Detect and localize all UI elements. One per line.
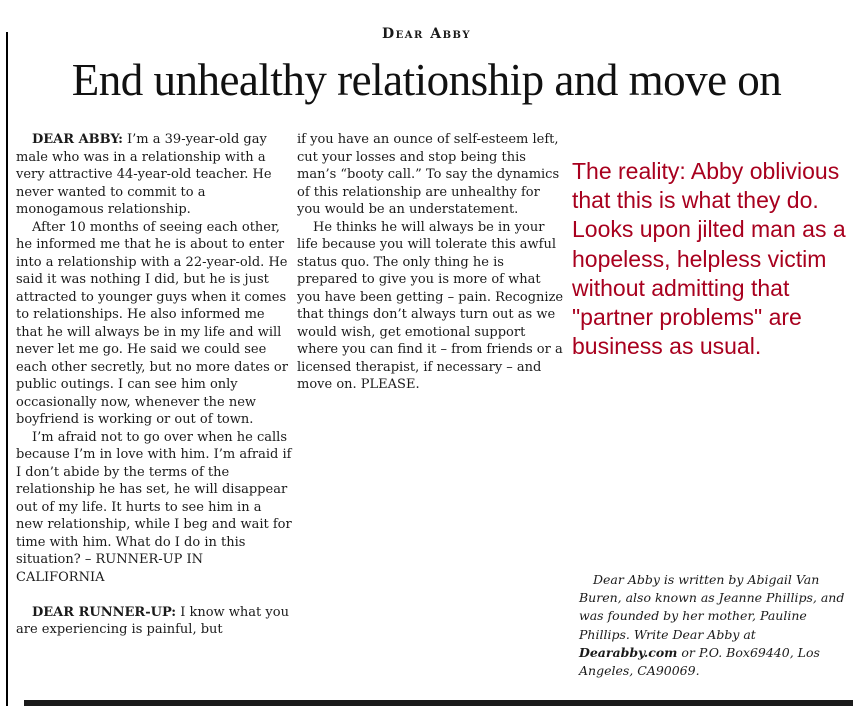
dear-runner-up-lead: DEAR RUNNER-UP: — [32, 604, 177, 620]
reply-paragraph-2: if you have an ounce of self-esteem left, cut your losses and stop being this man’s “booty call.” To say the dynamics of this relationship are unhealthy for you would be an understatement. — [297, 132, 560, 217]
dear-abby-lead: DEAR ABBY: — [32, 132, 123, 147]
letter-paragraph-1: DEAR ABBY: I’m a 39-year-old gay male who was in a relationship with a very attractive 44-year-old teacher. He never wanted to commit to a monogamous relationship. — [16, 132, 272, 217]
red-annotation: The reality: Abby oblivious that this is what they do. Looks upon jilted man as a hopeless, helpless victim without admitting that "partner problems" are business as usual. — [572, 158, 846, 360]
left-column-rule — [6, 32, 8, 706]
letter-paragraph-2: After 10 months of seeing each other, he informed me that he is about to enter into a relationship with a 22-year-old. He said it was nothing I did, but he is just attracted to younger guys when it comes to relationships. He also informed me that he will always be in my life and will never let me go. He said we could see each other secretly, but no more dates or public outings. I can see him only occasionally now, whenever the new boyfriend is working or out of town. — [16, 219, 288, 427]
article-column-1 — [16, 131, 292, 639]
article-column-2 — [297, 131, 565, 394]
letter-paragraph-3: I’m afraid not to go over when he calls because I’m in love with him. I’m afraid if I don’t abide by the terms of the relationship he has set, he will disappear out of my life. It hurts to see him in a new relationship, while I beg and wait for time with him. What do I do in this situation? – RUNNER-UP IN CALIFORNIA — [16, 429, 292, 585]
column-kicker: Dear Abby — [382, 26, 471, 42]
dearabby-site-link[interactable]: Dearabby.com — [579, 644, 678, 660]
headline: End unhealthy relationship and move on — [71, 55, 782, 105]
reply-paragraph-3: He thinks he will always be in your life because you will tolerate this awful status quo. The only thing he is prepared to give you is more of what you have been getting – pain. Recognize that things don’t always turn out as we would wish, get emotional support where you can find it – from friends or a licensed therapist, if necessary – and move on. PLEASE. — [297, 219, 564, 392]
author-bio: Dear Abby is written by Abigail Van Buren, also known as Jeanne Phillips, and was founded by her mother, Pauline Phillips. Write Dear Abby at Dearabby.com or P.O. Box69440, Los Angeles, CA90069. — [579, 572, 845, 679]
bottom-rule — [24, 700, 853, 706]
reply-paragraph-1: DEAR RUNNER-UP: I know what you are experiencing is painful, but — [16, 604, 289, 637]
